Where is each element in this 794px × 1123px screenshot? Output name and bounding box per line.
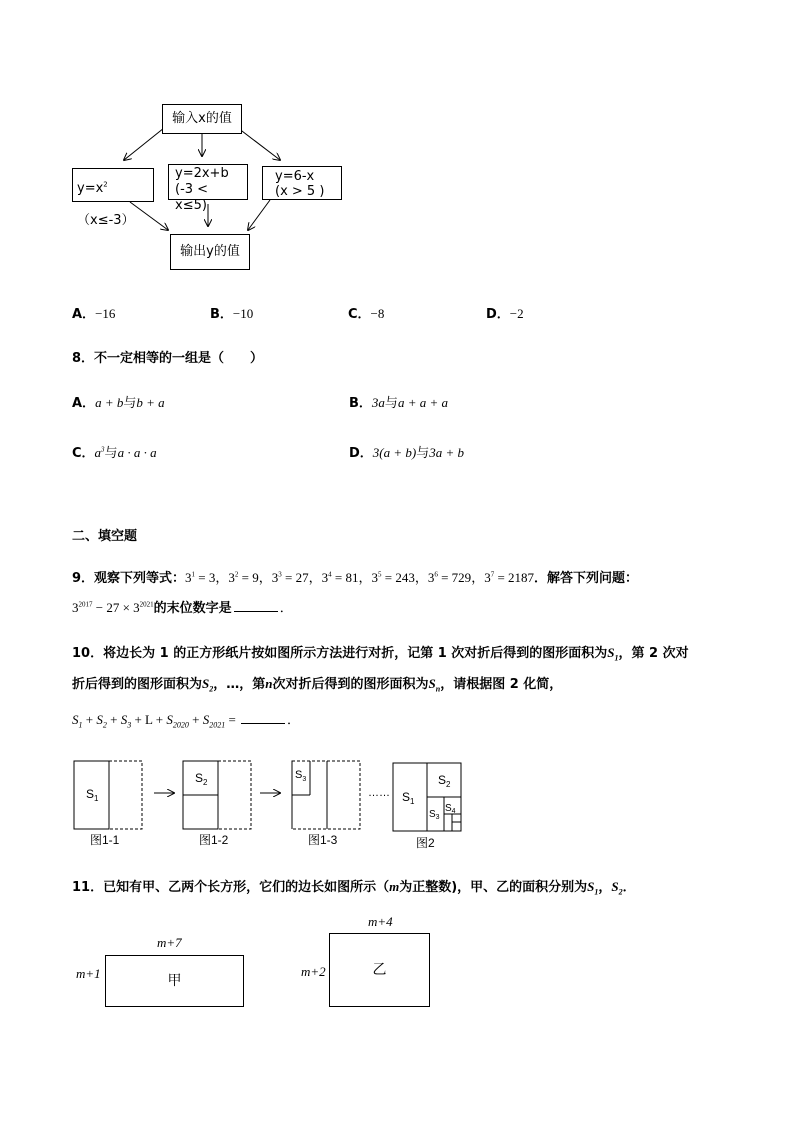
q9-eq-6: $3^6 = 729$ — [427, 570, 472, 585]
q9-eq-2: $3^2 = 9$ — [228, 570, 259, 585]
q9-eq-4: $3^4 = 81$ — [321, 570, 359, 585]
q11-rect1-top-label: m+7 — [157, 935, 182, 950]
fig2-s2-label: $S_2$ — [438, 773, 451, 789]
fig1-2-s2-label: $S_2$ — [195, 771, 208, 787]
flowchart-branch3-box — [262, 166, 342, 200]
fig2-s1-label: $S_1$ — [402, 790, 415, 806]
q9-eq-5: $3^5 = 243$ — [371, 570, 415, 585]
fig2-caption: 图2 — [416, 836, 435, 850]
q8-option-a[interactable]: A．a + b与b + a — [72, 395, 165, 411]
q10-answer-blank[interactable] — [241, 722, 285, 724]
fig1-1-dashed — [109, 761, 142, 829]
q10-line2: 折后得到的图形面积为$S_2$，…，第n次对折后得到的图形面积为$S_n$，请根据图 2 化简， — [72, 676, 563, 694]
q9-line1: 9．观察下列等式：$3^1 = 3$，$3^2 = 9$，$3^3 = 27$，$3^4 = 81$，$3^5 = 243$，$3^6 = 729$，$3^7 = 2187$．解答下列问题： — [72, 570, 639, 586]
flowchart-input-box — [162, 104, 242, 134]
fig1-3-caption: 图1-3 — [308, 833, 338, 847]
q9-eq-7: $3^7 = 2187$ — [484, 570, 535, 585]
q11-rect1-side-label: m+1 — [76, 966, 101, 981]
q9-answer-blank[interactable] — [234, 610, 278, 612]
q8-option-b[interactable]: B．3a与a + a + a — [349, 395, 448, 411]
q10-folding-figures — [0, 740, 794, 860]
q7-option-d[interactable]: D．−2 — [486, 306, 524, 322]
q9-line2: $3^{2017} - 27 \times 3^{2021}$的末位数字是 ． — [72, 600, 293, 616]
flowchart-branch3-line1: y=6-x — [275, 169, 315, 184]
flowchart-branch2-line2: (-3 < x≤5) — [175, 182, 209, 213]
fig1-3-s3-label: $S_3$ — [295, 769, 307, 783]
fig1-2-caption: 图1-2 — [199, 833, 229, 847]
flowchart-branch2-line1: y=2x+b — [175, 166, 229, 181]
q9-eq-3: $3^3 = 27$ — [271, 570, 309, 585]
fig1-1-caption: 图1-1 — [90, 833, 120, 847]
flowchart-arrows — [0, 0, 794, 300]
flowchart-branch1-formula: $y=x^2(x\le-3)$ — [77, 181, 135, 229]
q11-rect1 — [105, 955, 244, 1007]
arrow-input-to-branch1 — [124, 128, 164, 160]
flowchart-output-box — [170, 234, 250, 270]
q9-lead: 9．观察下列等式： — [72, 571, 186, 586]
fig2-s4-label: $S_4$ — [445, 803, 456, 815]
q8-stem: 8．不一定相等的一组是（ ） — [72, 351, 264, 366]
flowchart-input-label: 输入x的值 — [172, 111, 232, 126]
fig-dots: …… — [368, 787, 390, 799]
q11-rect2 — [329, 933, 430, 1007]
arrow-branch3-to-output — [248, 200, 270, 230]
section2-title: 二、填空题 — [72, 529, 138, 544]
q11-rect2-side-label: m+2 — [301, 964, 326, 979]
q7-option-c[interactable]: C．−8 — [348, 306, 385, 322]
q7-option-b[interactable]: B．−10 — [210, 306, 254, 322]
q11-rect2-name: 乙 — [372, 962, 387, 978]
q10-line1: 10．将边长为 1 的正方形纸片按如图所示方法进行对折，记第 1 次对折后得到的图形面积为$S_1$，第 2 次对 — [72, 645, 689, 663]
fig2-s3-label: $S_3$ — [429, 809, 440, 821]
fig1-1-s1-label: $S_1$ — [86, 787, 99, 803]
q11-rect2-top-label: m+4 — [368, 914, 393, 929]
q10-formula: $S_1 + S_2 + S_3 + L + S_{2020} + S_{2021}$ = ． — [72, 712, 301, 730]
q7-option-a[interactable]: A．−16 — [72, 306, 116, 322]
flowchart-branch1-box — [72, 168, 154, 229]
q8-option-c[interactable]: C．$a^3$与a · a · a — [72, 445, 157, 461]
q11-rect1-name: 甲 — [167, 973, 182, 989]
flowchart-output-label: 输出y的值 — [180, 244, 240, 259]
arrow-input-to-branch3 — [238, 128, 280, 160]
q11-stem: 11．已知有甲、乙两个长方形，它们的边长如图所示（m为正整数)，甲、乙的面积分别为$S_1$，$S_2$． — [72, 879, 636, 897]
flowchart-branch2-box — [168, 164, 248, 213]
arrow-branch1-to-output — [130, 202, 168, 230]
q8-option-d[interactable]: D．3(a + b)与3a + b — [349, 445, 465, 461]
flowchart-branch3-line2: (x > 5 ) — [275, 184, 325, 199]
q9-eq-1: $3^1 = 3$ — [185, 570, 216, 585]
